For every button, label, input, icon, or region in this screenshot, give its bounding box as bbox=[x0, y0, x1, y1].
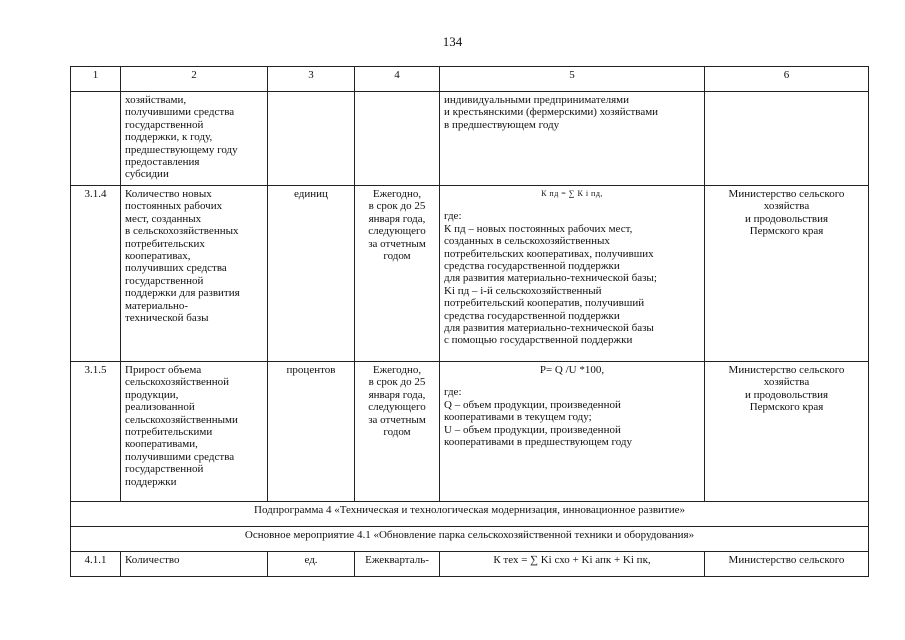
main-event-title: Основное мероприятие 4.1 «Обновление парка сельскохозяйственной техники и оборудования» bbox=[71, 527, 869, 552]
formula: К пд = ∑ К i пд, bbox=[541, 189, 603, 198]
method: P= Q /U *100, где: Q – объем продукции, произведенной кооперативами в текущем году; U – объем продукции, произведенной кооперативами в предшествующем году bbox=[440, 362, 705, 502]
header-cell: 6 bbox=[705, 67, 869, 92]
indicator-name: Количество bbox=[121, 552, 268, 577]
row-number: 3.1.4 bbox=[71, 186, 121, 362]
header-row bbox=[71, 67, 869, 92]
responsible: Министерство сельского bbox=[705, 552, 869, 577]
responsible bbox=[705, 92, 869, 186]
header-cell: 5 bbox=[440, 67, 705, 92]
table-row bbox=[71, 92, 869, 186]
indicator-name: Количество новых постоянных рабочих мест, созданных в сельскохозяйственных потребительских кооперативах, получивших средства государственной поддержки для развития материально- технической базы bbox=[121, 186, 268, 362]
method: К пд = ∑ К i пд, где: К пд – новых постоянных рабочих мест, созданных в сельскохозяйственных потребительских кооперативах, получивших средства государственной поддержки для развития материально-технической базы; Ki пд – i-й сельскохозяйственный потребительский кооператив, получивший средства государственной поддержки для развития материально-технической базы с помощью государственной поддержки bbox=[440, 186, 705, 362]
formula: P= Q /U *100, bbox=[539, 364, 605, 376]
table-row bbox=[71, 552, 869, 577]
unit: единиц bbox=[268, 186, 355, 362]
row-number bbox=[71, 92, 121, 186]
responsible: Министерство сельского хозяйства и продовольствия Пермского края bbox=[705, 186, 869, 362]
page-number: 134 bbox=[442, 34, 463, 49]
table-row bbox=[71, 186, 869, 362]
row-number: 3.1.5 bbox=[71, 362, 121, 502]
main-event-row bbox=[71, 527, 869, 552]
period bbox=[355, 92, 440, 186]
unit: ед. bbox=[268, 552, 355, 577]
subprogram-row bbox=[71, 502, 869, 527]
period: Ежегодно, в срок до 25 января года, следующего за отчетным годом bbox=[355, 186, 440, 362]
indicator-name: хозяйствами, получившими средства государственной поддержки, к году, предшествующему году предоставления субсидии bbox=[121, 92, 268, 186]
responsible: Министерство сельского хозяйства и продовольствия Пермского края bbox=[705, 362, 869, 502]
header-cell: 1 bbox=[71, 67, 121, 92]
unit bbox=[268, 92, 355, 186]
unit: процентов bbox=[268, 362, 355, 502]
table-row bbox=[71, 362, 869, 502]
header-cell: 4 bbox=[355, 67, 440, 92]
indicator-name: Прирост объема сельскохозяйственной продукции, реализованной сельскохозяйственными потребительскими кооперативами, получившими средства государственной поддержки bbox=[121, 362, 268, 502]
period: Ежегодно, в срок до 25 января года, следующего за отчетным годом bbox=[355, 362, 440, 502]
indicators-table bbox=[70, 66, 869, 577]
header-cell: 3 bbox=[268, 67, 355, 92]
subprogram-title: Подпрограмма 4 «Техническая и технологическая модернизация, инновационное развитие» bbox=[71, 502, 869, 527]
period: Ежекварталь- bbox=[355, 552, 440, 577]
row-number: 4.1.1 bbox=[71, 552, 121, 577]
formula: К тех = ∑ Ki схо + Ki апк + Ki пк, bbox=[440, 552, 705, 577]
method: индивидуальными предпринимателями и крестьянскими (фермерскими) хозяйствами в предшествующем году bbox=[440, 92, 705, 186]
header-cell: 2 bbox=[121, 67, 268, 92]
